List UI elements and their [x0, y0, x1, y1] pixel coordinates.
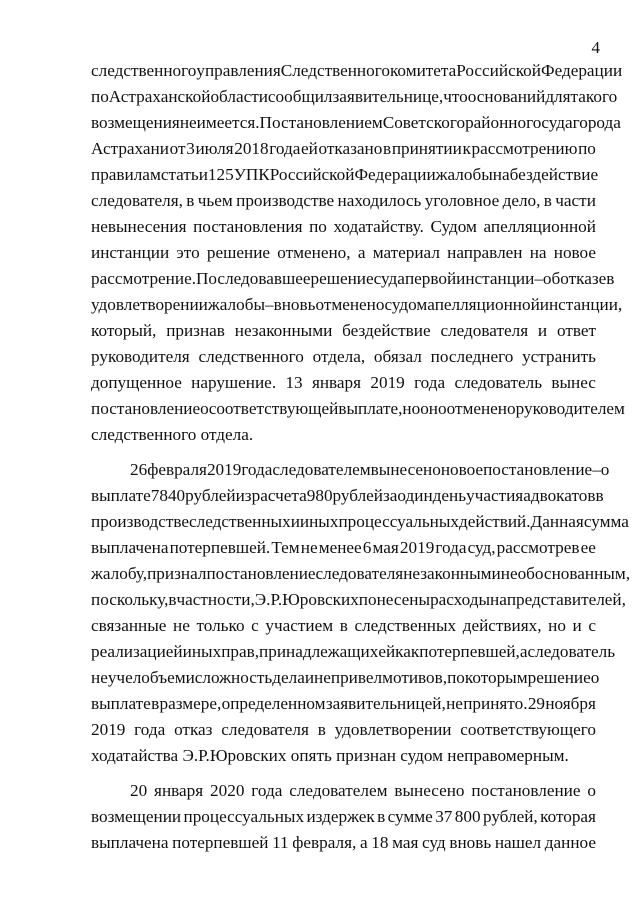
- word: не: [446, 694, 463, 713]
- word: года: [269, 139, 301, 158]
- word: издержек: [306, 807, 375, 826]
- word: судом: [384, 295, 428, 314]
- word: правилам: [91, 165, 161, 184]
- word: рассмотрев: [496, 538, 580, 557]
- word: –: [534, 269, 543, 288]
- word: в: [339, 616, 348, 635]
- word: отказано: [318, 139, 383, 158]
- text-line: [91, 162, 599, 188]
- text-line: [91, 370, 596, 396]
- word: соответствующей: [208, 399, 339, 418]
- word: для: [545, 87, 571, 106]
- word: 11: [272, 833, 289, 852]
- paragraph-1: [91, 58, 625, 448]
- word: нашел: [494, 833, 542, 852]
- word: апелляционной: [427, 295, 540, 314]
- word: 13: [285, 373, 303, 392]
- word: июля: [195, 139, 234, 158]
- word: года: [435, 538, 467, 557]
- word: производстве: [91, 512, 189, 531]
- word: января: [311, 373, 362, 392]
- word: дела: [272, 668, 305, 687]
- word: выплачена: [91, 833, 169, 852]
- word: вновь: [449, 833, 492, 852]
- word: года: [251, 781, 283, 800]
- word: части: [555, 191, 596, 210]
- word: вновь: [273, 295, 316, 314]
- word: 2018: [234, 139, 269, 158]
- word: года: [134, 720, 166, 739]
- word: Данная: [530, 512, 584, 531]
- word: обязал: [373, 347, 422, 366]
- word: бездействие: [342, 321, 431, 340]
- word: постановление: [483, 460, 593, 479]
- word: новое: [553, 243, 596, 262]
- word: отказе: [560, 269, 607, 288]
- word: отдела,: [312, 347, 366, 366]
- text-line: [91, 535, 596, 561]
- word: 2019: [399, 538, 435, 557]
- word: следователем: [272, 460, 371, 479]
- word: которая: [540, 807, 596, 826]
- word: решение: [527, 668, 591, 687]
- word: чьем: [197, 191, 233, 210]
- word: апелляционной: [483, 217, 596, 236]
- word: решение: [206, 243, 271, 262]
- word: уголовное: [424, 191, 500, 210]
- word: Последовавшее: [196, 269, 311, 288]
- word: отменено: [315, 295, 385, 314]
- text-line: [91, 483, 604, 509]
- word: следователь: [527, 642, 616, 661]
- word: на: [529, 243, 547, 262]
- word: следователем: [289, 781, 388, 800]
- word: потерпевшей: [172, 833, 269, 852]
- word: рассмотрение.: [91, 269, 196, 288]
- word: Астраханской: [108, 87, 211, 106]
- word: связанные: [91, 616, 167, 635]
- word: действиях,: [462, 616, 542, 635]
- word: и: [491, 564, 501, 583]
- word: 29: [527, 694, 545, 713]
- word: нарушение.: [191, 373, 277, 392]
- word: имеется.: [196, 113, 260, 132]
- word: по: [578, 139, 596, 158]
- word: потерпевшей,: [419, 642, 520, 661]
- text-line: [91, 240, 596, 266]
- word: в: [543, 191, 552, 210]
- word: 3: [186, 139, 195, 158]
- word: первой: [404, 269, 457, 288]
- word: 2020: [210, 781, 245, 800]
- word: по: [309, 217, 327, 236]
- word: мотивов,: [382, 668, 448, 687]
- document-body: [91, 58, 630, 856]
- word: об: [542, 269, 561, 288]
- word: незаконными: [234, 321, 333, 340]
- word: статьи: [160, 165, 208, 184]
- word: поскольку,: [91, 590, 169, 609]
- word: определенном: [221, 694, 326, 713]
- paragraph-3: [91, 778, 596, 856]
- text-line: [91, 84, 618, 110]
- word: данное: [544, 833, 596, 852]
- word: следователя: [440, 321, 529, 340]
- word: в: [186, 191, 195, 210]
- text-line: [91, 613, 596, 639]
- word: года: [414, 373, 446, 392]
- word: января: [154, 781, 204, 800]
- word: расчета: [251, 486, 307, 505]
- word: новое: [440, 460, 484, 479]
- word: жалобы: [207, 295, 265, 314]
- word: сообщил: [267, 87, 333, 106]
- word: в: [317, 720, 326, 739]
- paragraph-2: [91, 457, 630, 769]
- word: Следственного: [280, 61, 390, 80]
- word: возмещения: [91, 113, 180, 132]
- word: участием: [265, 616, 334, 635]
- word: иных: [299, 512, 339, 531]
- word: инстанции: [91, 243, 170, 262]
- word: один: [397, 486, 433, 505]
- word: оснований: [467, 87, 546, 106]
- word: Российской: [269, 165, 355, 184]
- text-line: [91, 804, 596, 830]
- word: которым: [464, 668, 528, 687]
- word: иных: [182, 642, 222, 661]
- word: инстанции: [456, 269, 535, 288]
- word: не: [314, 668, 331, 687]
- word: направлен: [447, 243, 523, 262]
- word: оно: [420, 399, 447, 418]
- text-line: ходатайства Э.Р.Юровских опять признан судом неправомерным.: [91, 746, 569, 765]
- word: постановление: [91, 399, 201, 418]
- word: мая: [392, 833, 419, 852]
- word: привел: [330, 668, 383, 687]
- word: рублей,: [482, 807, 538, 826]
- word: ответ: [556, 321, 596, 340]
- word: выплате: [91, 486, 151, 505]
- word: вынесено: [394, 781, 465, 800]
- word: постановления: [193, 217, 303, 236]
- word: 26: [130, 460, 148, 479]
- word: и: [572, 616, 582, 635]
- word: о: [587, 781, 596, 800]
- word: признав: [166, 321, 225, 340]
- word: следователя: [315, 564, 404, 583]
- word: отказ: [174, 720, 213, 739]
- word: день: [432, 486, 467, 505]
- text-line: [91, 188, 596, 214]
- word: учел: [107, 668, 142, 687]
- word: соответствующего: [460, 720, 596, 739]
- word: районного: [465, 113, 542, 132]
- word: отменено: [446, 399, 516, 418]
- word: невынесения: [91, 217, 187, 236]
- word: суда: [373, 269, 405, 288]
- word: реализацией: [91, 642, 183, 661]
- word: в: [383, 139, 392, 158]
- word: не: [179, 113, 197, 132]
- word: решение: [310, 269, 374, 288]
- word: принятии: [391, 139, 462, 158]
- word: понесены: [358, 590, 431, 609]
- word: города: [572, 113, 621, 132]
- word: следователя: [221, 720, 309, 739]
- word: постановление: [206, 564, 316, 583]
- word: следственных: [354, 616, 457, 635]
- word: действий.: [459, 512, 531, 531]
- word: принадлежащих: [259, 642, 379, 661]
- word: потерпевшей.: [169, 538, 271, 557]
- text-line: [91, 344, 596, 370]
- word: в: [168, 590, 177, 609]
- word: жалобу,: [91, 564, 148, 583]
- word: в: [606, 269, 615, 288]
- word: постановление: [471, 781, 581, 800]
- word: Постановлением: [259, 113, 383, 132]
- word: удовлетворении: [91, 295, 208, 314]
- word: –: [265, 295, 274, 314]
- word: в: [151, 694, 160, 713]
- word: 18: [371, 833, 389, 852]
- word: 125: [207, 165, 234, 184]
- word: по: [91, 87, 109, 106]
- word: Российской: [456, 61, 541, 80]
- word: такого: [570, 87, 618, 106]
- text-line: [91, 214, 596, 240]
- word: возмещении: [91, 807, 182, 826]
- text-line: [91, 457, 610, 483]
- word: о: [590, 668, 600, 687]
- word: только: [196, 616, 245, 635]
- word: мая: [372, 538, 399, 557]
- word: и: [290, 512, 300, 531]
- word: 980: [306, 486, 333, 505]
- word: частности,: [176, 590, 255, 609]
- word: рассмотрению: [471, 139, 578, 158]
- word: суд: [422, 833, 446, 852]
- text-line: [91, 587, 626, 613]
- word: не: [300, 538, 318, 557]
- word: Федерации: [540, 61, 623, 80]
- word: процессуальных: [338, 512, 460, 531]
- word: года: [241, 460, 273, 479]
- word: следователя,: [91, 191, 183, 210]
- word: прав,: [221, 642, 260, 661]
- word: Тем: [271, 538, 300, 557]
- word: 2019: [91, 720, 126, 739]
- word: и: [537, 321, 548, 340]
- word: о: [200, 399, 209, 418]
- word: адвокатов: [523, 486, 596, 505]
- word: 20: [130, 781, 148, 800]
- text-line: [91, 639, 616, 665]
- word: и: [185, 668, 195, 687]
- word: это: [176, 243, 200, 262]
- word: Федерации: [354, 165, 436, 184]
- word: выплате: [91, 694, 151, 713]
- word: вынесено: [370, 460, 441, 479]
- word: руководителя: [91, 347, 190, 366]
- word: февраля,: [292, 833, 357, 852]
- word: бездействие: [509, 165, 599, 184]
- text-line: [91, 318, 596, 344]
- word: ноября: [545, 694, 596, 713]
- text-line: [91, 396, 625, 422]
- word: с: [251, 616, 259, 635]
- text-line: [91, 292, 623, 318]
- word: о: [600, 460, 610, 479]
- word: сумма: [583, 512, 629, 531]
- word: в: [595, 486, 604, 505]
- word: ей: [378, 642, 396, 661]
- word: материал: [372, 243, 440, 262]
- word: следственного: [198, 347, 304, 366]
- word: объем: [141, 668, 186, 687]
- text-line: [91, 691, 596, 717]
- word: который,: [91, 321, 157, 340]
- word: а: [357, 243, 366, 262]
- word: последнего: [430, 347, 514, 366]
- text-line: [91, 830, 596, 856]
- word: суд,: [467, 538, 496, 557]
- word: суда: [541, 113, 573, 132]
- word: области: [210, 87, 268, 106]
- word: из: [235, 486, 252, 505]
- word: выплате,: [338, 399, 403, 418]
- word: не: [91, 668, 108, 687]
- word: руководителем: [515, 399, 625, 418]
- word: к: [462, 139, 471, 158]
- word: допущенное: [91, 373, 182, 392]
- word: участия: [466, 486, 524, 505]
- word: расходы: [430, 590, 491, 609]
- word: 2019: [206, 460, 242, 479]
- word: 800: [454, 807, 481, 826]
- word: рублей: [332, 486, 383, 505]
- word: УПК: [233, 165, 270, 184]
- word: процессуальных: [183, 807, 305, 826]
- word: находилось: [337, 191, 422, 210]
- word: и: [304, 668, 315, 687]
- word: но: [402, 399, 421, 418]
- text-line: [91, 561, 630, 587]
- word: удовлетворении: [334, 720, 452, 739]
- word: 6: [362, 538, 372, 557]
- word: от: [169, 139, 186, 158]
- word: заявительнице,: [332, 87, 444, 106]
- word: размере,: [159, 694, 222, 713]
- word: но: [548, 616, 566, 635]
- word: на: [492, 165, 510, 184]
- word: за: [383, 486, 398, 505]
- word: с: [588, 616, 596, 635]
- word: инстанции,: [539, 295, 623, 314]
- word: Астрахани: [91, 139, 169, 158]
- word: Э.Р.Юровских: [254, 590, 359, 609]
- word: менее: [318, 538, 362, 557]
- word: а: [359, 833, 368, 852]
- word: февраля: [147, 460, 207, 479]
- word: вынес: [551, 373, 596, 392]
- word: сумме: [387, 807, 433, 826]
- word: рублей: [185, 486, 236, 505]
- text-line: [91, 136, 596, 162]
- word: не: [173, 616, 190, 635]
- word: производстве: [236, 191, 335, 210]
- text-line: [91, 110, 621, 136]
- word: 37: [435, 807, 453, 826]
- word: незаконным: [403, 564, 492, 583]
- word: по: [447, 668, 465, 687]
- word: сложность: [194, 668, 273, 687]
- word: Советского: [382, 113, 466, 132]
- word: 7840: [150, 486, 186, 505]
- word: устранить: [522, 347, 596, 366]
- word: отменено,: [277, 243, 351, 262]
- word: выплачена: [91, 538, 169, 557]
- word: принято.: [463, 694, 528, 713]
- word: ходатайству.: [333, 217, 424, 236]
- word: представителей,: [506, 590, 626, 609]
- text-line: [91, 58, 623, 84]
- word: а: [519, 642, 528, 661]
- word: –: [592, 460, 601, 479]
- word: комитета: [389, 61, 457, 80]
- word: Судом: [430, 217, 477, 236]
- word: ее: [580, 538, 596, 557]
- word: как: [395, 642, 420, 661]
- word: управления: [196, 61, 281, 80]
- text-line: следственного отдела.: [91, 425, 254, 444]
- text-line: [91, 509, 629, 535]
- page-number: 4: [591, 38, 600, 57]
- word: следователь: [454, 373, 543, 392]
- word: что: [443, 87, 468, 106]
- word: признал: [147, 564, 207, 583]
- word: следственного: [91, 61, 197, 80]
- word: в: [377, 807, 386, 826]
- word: следственных: [189, 512, 291, 531]
- word: необоснованным,: [500, 564, 630, 583]
- word: 2019: [370, 373, 405, 392]
- text-line: [91, 266, 615, 292]
- text-line: [91, 717, 596, 743]
- text-line: [91, 665, 600, 691]
- word: дело,: [502, 191, 541, 210]
- word: ей: [301, 139, 318, 158]
- word: заявительницей,: [325, 694, 446, 713]
- text-line: [91, 778, 596, 804]
- word: на: [490, 590, 507, 609]
- word: жалобы: [435, 165, 493, 184]
